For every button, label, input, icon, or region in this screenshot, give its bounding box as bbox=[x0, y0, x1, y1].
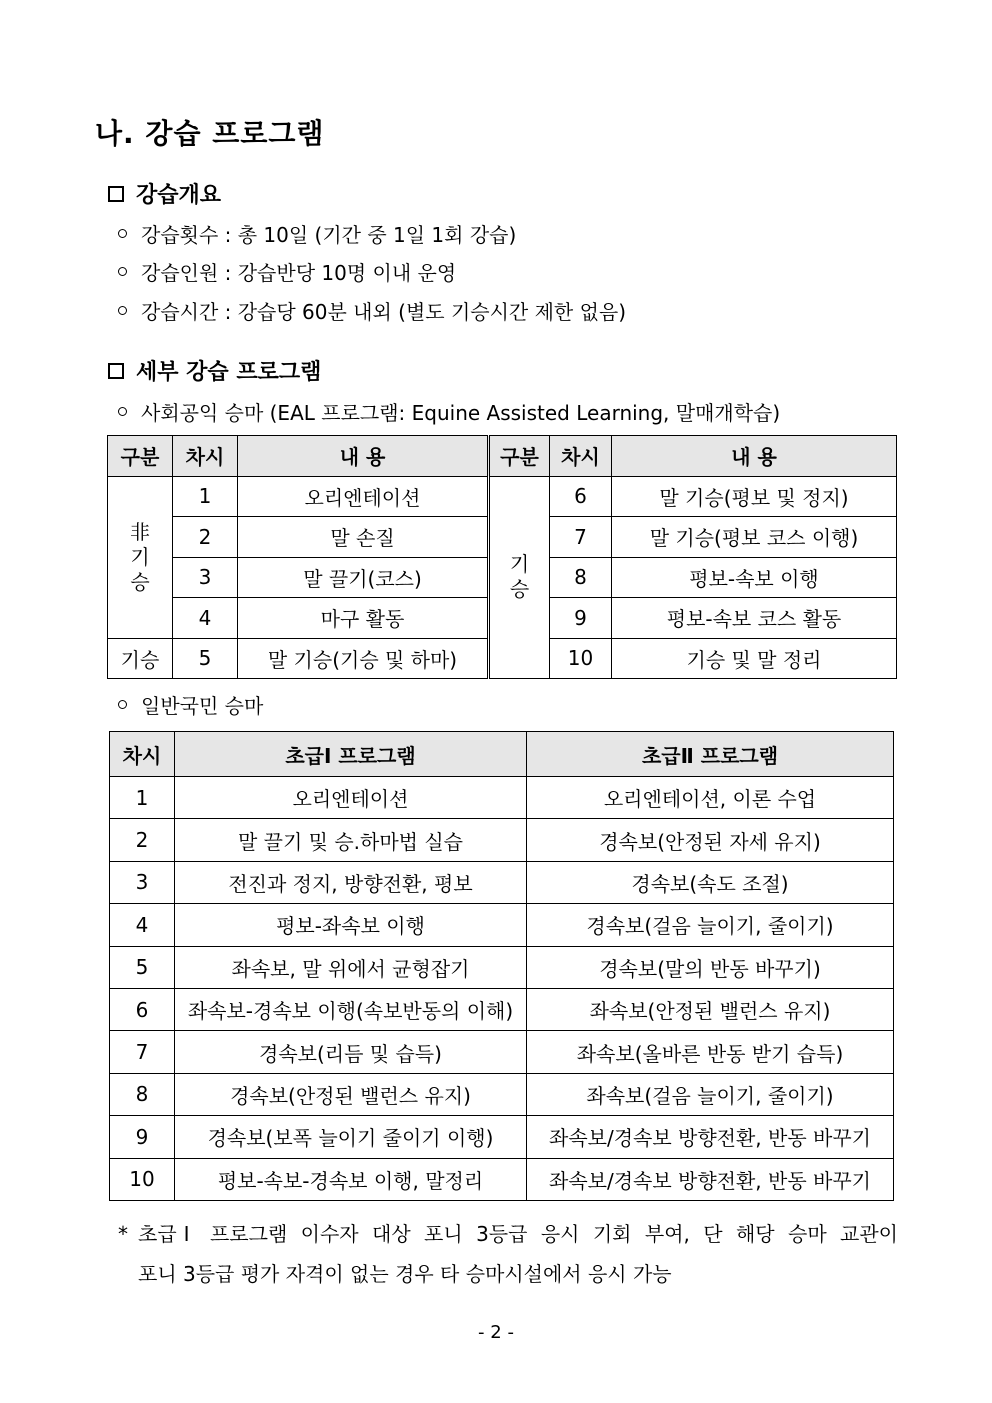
session-content: 말 손질 bbox=[238, 517, 489, 558]
page-number: - 2 - bbox=[478, 1322, 514, 1343]
session-content: 말 끌기(코스) bbox=[238, 557, 489, 598]
session-number: 8 bbox=[550, 557, 612, 598]
circle-bullet-icon bbox=[118, 306, 127, 315]
table-header: 차시 bbox=[550, 436, 612, 477]
table-header: 내 용 bbox=[612, 436, 897, 477]
program-cell: 좌속보-경속보 이행(속보반동의 이해) bbox=[175, 988, 527, 1030]
checkbox-square-icon bbox=[108, 363, 124, 379]
session-number: 2 bbox=[110, 819, 175, 861]
overview-heading bbox=[108, 178, 221, 209]
table-header: 차시 bbox=[173, 436, 238, 477]
general-label-text: 일반국민 승마 bbox=[141, 694, 264, 718]
footnote-mark: * bbox=[118, 1222, 128, 1246]
session-content: 오리엔테이션 bbox=[238, 476, 489, 517]
general-program-table bbox=[109, 731, 894, 1201]
section-title: 나. 강습 프로그램 bbox=[95, 117, 325, 150]
circle-bullet-icon bbox=[118, 407, 127, 416]
session-number: 9 bbox=[550, 598, 612, 639]
table-header: 구분 bbox=[489, 436, 550, 477]
table-row bbox=[110, 777, 894, 819]
session-content: 기승 및 말 정리 bbox=[612, 638, 897, 679]
session-number: 10 bbox=[110, 1158, 175, 1200]
program-cell: 경속보(리듬 및 습득) bbox=[175, 1031, 527, 1073]
program-cell: 평보-좌속보 이행 bbox=[175, 904, 527, 946]
table-header: 구분 bbox=[108, 436, 173, 477]
program-cell: 오리엔테이션 bbox=[175, 777, 527, 819]
overview-item-text: 강습시간 : 강습당 60분 내외 (별도 기승시간 제한 없음) bbox=[141, 300, 627, 324]
footnote-line: 포니 3등급 평가 자격이 없는 경우 타 승마시설에서 응시 가능 bbox=[138, 1262, 672, 1286]
table-header: 초급Ⅰ 프로그램 bbox=[175, 732, 527, 777]
program-cell: 좌속보(올바른 반동 받기 습득) bbox=[527, 1031, 894, 1073]
session-content: 평보-속보 이행 bbox=[612, 557, 897, 598]
session-content: 평보-속보 코스 활동 bbox=[612, 598, 897, 639]
table-row bbox=[110, 904, 894, 946]
session-number: 1 bbox=[110, 777, 175, 819]
group-riding: 기 승 bbox=[489, 476, 550, 679]
eal-label bbox=[118, 397, 780, 426]
session-content: 말 기승(평보 및 정지) bbox=[612, 476, 897, 517]
table-row bbox=[110, 1073, 894, 1115]
session-number: 5 bbox=[173, 638, 238, 679]
table-header: 차시 bbox=[110, 732, 175, 777]
overview-item-text: 강습횟수 : 총 10일 (기간 중 1일 1회 강습) bbox=[141, 223, 517, 247]
program-cell: 경속보(말의 반동 바꾸기) bbox=[527, 946, 894, 988]
footnote bbox=[118, 1214, 898, 1294]
overview-item-text: 강습인원 : 강습반당 10명 이내 운영 bbox=[141, 261, 457, 285]
footnote-line: 초급Ⅰ 프로그램 이수자 대상 포니 3등급 응시 기회 부여, 단 해당 승마 교관이 bbox=[138, 1222, 898, 1246]
group-non-riding: 非 기 승 bbox=[108, 476, 173, 638]
session-number: 9 bbox=[110, 1116, 175, 1158]
session-number: 7 bbox=[110, 1031, 175, 1073]
program-cell: 전진과 정지, 방향전환, 평보 bbox=[175, 861, 527, 903]
table-row bbox=[110, 988, 894, 1030]
table-row bbox=[110, 1031, 894, 1073]
session-content: 말 기승(평보 코스 이행) bbox=[612, 517, 897, 558]
table-header: 내 용 bbox=[238, 436, 489, 477]
session-number: 3 bbox=[173, 557, 238, 598]
program-cell: 경속보(속도 조절) bbox=[527, 861, 894, 903]
session-number: 2 bbox=[173, 517, 238, 558]
table-row bbox=[110, 946, 894, 988]
session-number: 3 bbox=[110, 861, 175, 903]
overview-item bbox=[118, 257, 456, 286]
program-cell: 경속보(안정된 밸런스 유지) bbox=[175, 1073, 527, 1115]
session-number: 6 bbox=[550, 476, 612, 517]
eal-label-text: 사회공익 승마 (EAL 프로그램: Equine Assisted Learning, 말매개학습) bbox=[141, 401, 781, 425]
program-cell: 오리엔테이션, 이론 수업 bbox=[527, 777, 894, 819]
session-content: 마구 활동 bbox=[238, 598, 489, 639]
program-cell: 경속보(보폭 늘이기 줄이기 이행) bbox=[175, 1116, 527, 1158]
detail-heading-text: 세부 강습 프로그램 bbox=[136, 360, 322, 385]
table-row bbox=[110, 1158, 894, 1200]
group-riding-left: 기승 bbox=[108, 638, 173, 679]
program-cell: 말 끌기 및 승.하마법 실습 bbox=[175, 819, 527, 861]
session-number: 7 bbox=[550, 517, 612, 558]
session-number: 4 bbox=[110, 904, 175, 946]
session-number: 4 bbox=[173, 598, 238, 639]
eal-program-table bbox=[107, 435, 897, 679]
circle-bullet-icon bbox=[118, 229, 127, 238]
table-header: 초급Ⅱ 프로그램 bbox=[527, 732, 894, 777]
program-cell: 경속보(걸음 늘이기, 줄이기) bbox=[527, 904, 894, 946]
session-number: 5 bbox=[110, 946, 175, 988]
program-cell: 좌속보(걸음 늘이기, 줄이기) bbox=[527, 1073, 894, 1115]
circle-bullet-icon bbox=[118, 700, 127, 709]
session-number: 6 bbox=[110, 988, 175, 1030]
program-cell: 좌속보(안정된 밸런스 유지) bbox=[527, 988, 894, 1030]
table-row bbox=[110, 1116, 894, 1158]
session-content: 말 기승(기승 및 하마) bbox=[238, 638, 489, 679]
table-row bbox=[110, 861, 894, 903]
general-label bbox=[118, 690, 263, 719]
overview-item bbox=[118, 296, 626, 325]
program-cell: 경속보(안정된 자세 유지) bbox=[527, 819, 894, 861]
program-cell: 좌속보/경속보 방향전환, 반동 바꾸기 bbox=[527, 1116, 894, 1158]
session-number: 10 bbox=[550, 638, 612, 679]
table-row bbox=[110, 819, 894, 861]
circle-bullet-icon bbox=[118, 267, 127, 276]
overview-item bbox=[118, 219, 516, 248]
detail-heading bbox=[108, 355, 321, 386]
program-cell: 평보-속보-경속보 이행, 말정리 bbox=[175, 1158, 527, 1200]
program-cell: 좌속보/경속보 방향전환, 반동 바꾸기 bbox=[527, 1158, 894, 1200]
program-cell: 좌속보, 말 위에서 균형잡기 bbox=[175, 946, 527, 988]
checkbox-square-icon bbox=[108, 186, 124, 202]
session-number: 1 bbox=[173, 476, 238, 517]
overview-heading-text: 강습개요 bbox=[136, 183, 222, 208]
session-number: 8 bbox=[110, 1073, 175, 1115]
